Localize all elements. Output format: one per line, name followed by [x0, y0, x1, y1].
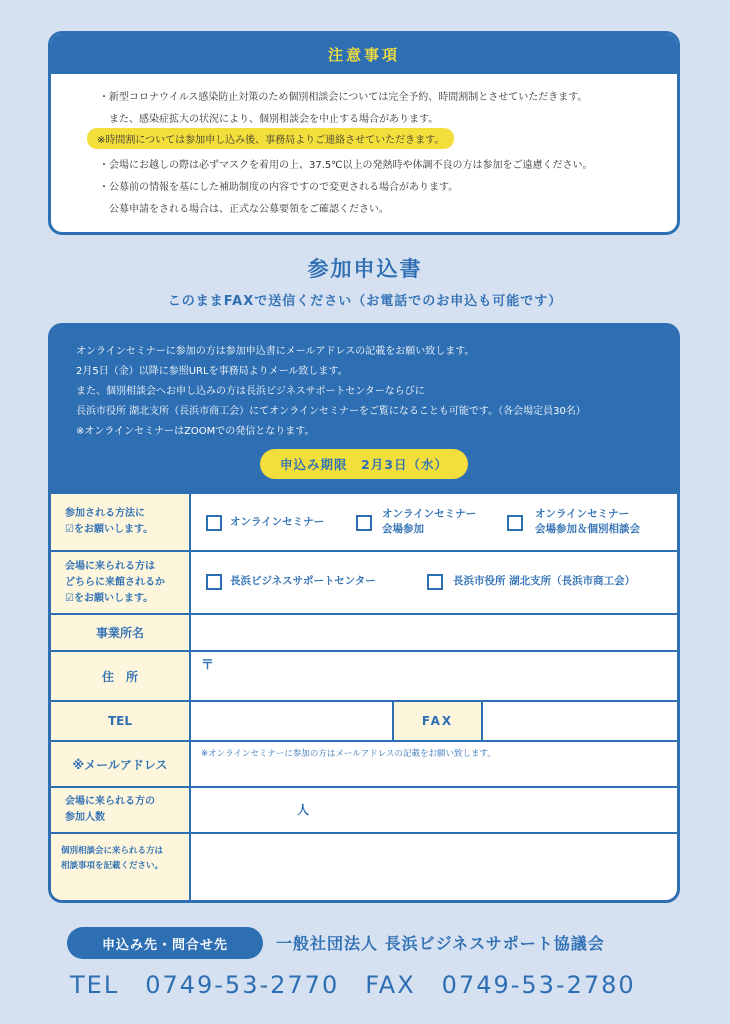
- intro-line: ※オンラインセミナーはZOOMでの発信となります。: [76, 426, 315, 437]
- checkbox-kohoku-branch[interactable]: [427, 574, 443, 590]
- intro-line: オンラインセミナーに参加の方は参加申込書にメールアドレスの記載をお願い致します。: [76, 346, 475, 357]
- option-venue: オンラインセミナー 会場参加: [382, 508, 477, 535]
- notice-line: ・会場にお越しの際は必ずマスクを着用の上、37.5℃以上の発熱時や体調不良の方は参加をご遠慮ください。: [99, 160, 593, 171]
- option-online: オンラインセミナー: [230, 516, 325, 528]
- deadline-badge: 申込み期限 2月3日（水）: [260, 449, 468, 479]
- attendees-unit: 人: [297, 803, 310, 817]
- form-subtitle: このままFAXで送信ください（お電話でのお申込も可能です）: [167, 294, 563, 309]
- postal-mark: 〒: [201, 658, 215, 673]
- method-label: 参加される方法に ☑をお願いします。: [51, 494, 191, 550]
- notice-body: [51, 74, 677, 232]
- option-venue-consult: オンラインセミナー 会場参加＆個別相談会: [535, 508, 640, 535]
- row-venue: [51, 552, 677, 615]
- row-tel-fax: [51, 702, 677, 742]
- notice-line: ・新型コロナウイルス感染防止対策のため個別相談会については完全予約、時間割制とさせていただきます。: [99, 92, 588, 103]
- application-form: [48, 323, 680, 903]
- row-office: [51, 615, 677, 652]
- row-email: [51, 742, 677, 788]
- form-title: 参加申込書: [307, 257, 423, 281]
- intro-line: また、個別相談会へお申し込みの方は長浜ビジネスサポートセンターならびに: [76, 386, 425, 397]
- office-label: 事業所名: [51, 615, 191, 650]
- option-kohoku-branch: 長浜市役所 湖北支所（長浜市商工会）: [453, 575, 636, 587]
- row-attendees: [51, 788, 677, 834]
- attendees-label: 会場に来られる方の 参加人数: [51, 788, 191, 832]
- form-table: [51, 494, 677, 900]
- notice-heading: 注意事項: [51, 34, 677, 74]
- checkbox-venue[interactable]: [356, 515, 372, 531]
- notice-line: ・公募前の情報を基にした補助制度の内容ですので変更される場合があります。: [99, 182, 459, 193]
- address-label: 住 所: [51, 652, 191, 700]
- contact-pill: 申込み先・問合せ先: [67, 927, 263, 959]
- fax-label: FAX: [392, 702, 483, 740]
- organization-name: 一般社団法人 長浜ビジネスサポート協議会: [276, 934, 605, 953]
- notice-line: 公募申請をされる場合は、正式な公募要領をご確認ください。: [109, 204, 389, 215]
- notice-highlight: ※時間割については参加申し込み後、事務局よりご連絡させていただきます。: [87, 128, 454, 149]
- checkbox-online[interactable]: [206, 515, 222, 531]
- row-method: [51, 494, 677, 552]
- email-label: ※メールアドレス: [51, 742, 191, 786]
- checkbox-venue-consult[interactable]: [507, 515, 523, 531]
- checkbox-support-center[interactable]: [206, 574, 222, 590]
- notice-box: [48, 31, 680, 235]
- consult-label: 個別相談会に来られる方は 相談事項を記載ください。: [51, 834, 191, 903]
- contact-numbers: TEL 0749-53-2770 FAX 0749-53-2780: [70, 971, 636, 999]
- intro-line: 長浜市役所 湖北支所（長浜市商工会）にてオンラインセミナーをご覧になることも可能です。（各会場定員30名）: [76, 406, 586, 417]
- row-consult: [51, 834, 677, 903]
- intro-line: 2月5日（金）以降に参照URLを事務局よりメール致します。: [76, 366, 348, 377]
- tel-label: TEL: [51, 702, 191, 740]
- option-support-center: 長浜ビジネスサポートセンター: [230, 575, 376, 587]
- row-address: [51, 652, 677, 702]
- email-note: ※オンラインセミナーに参加の方はメールアドレスの記載をお願い致します。: [201, 749, 496, 759]
- notice-line: また、感染症拡大の状況により、個別相談会を中止する場合があります。: [109, 114, 439, 125]
- venue-label: 会場に来られる方は どちらに来館されるか ☑をお願いします。: [51, 552, 191, 613]
